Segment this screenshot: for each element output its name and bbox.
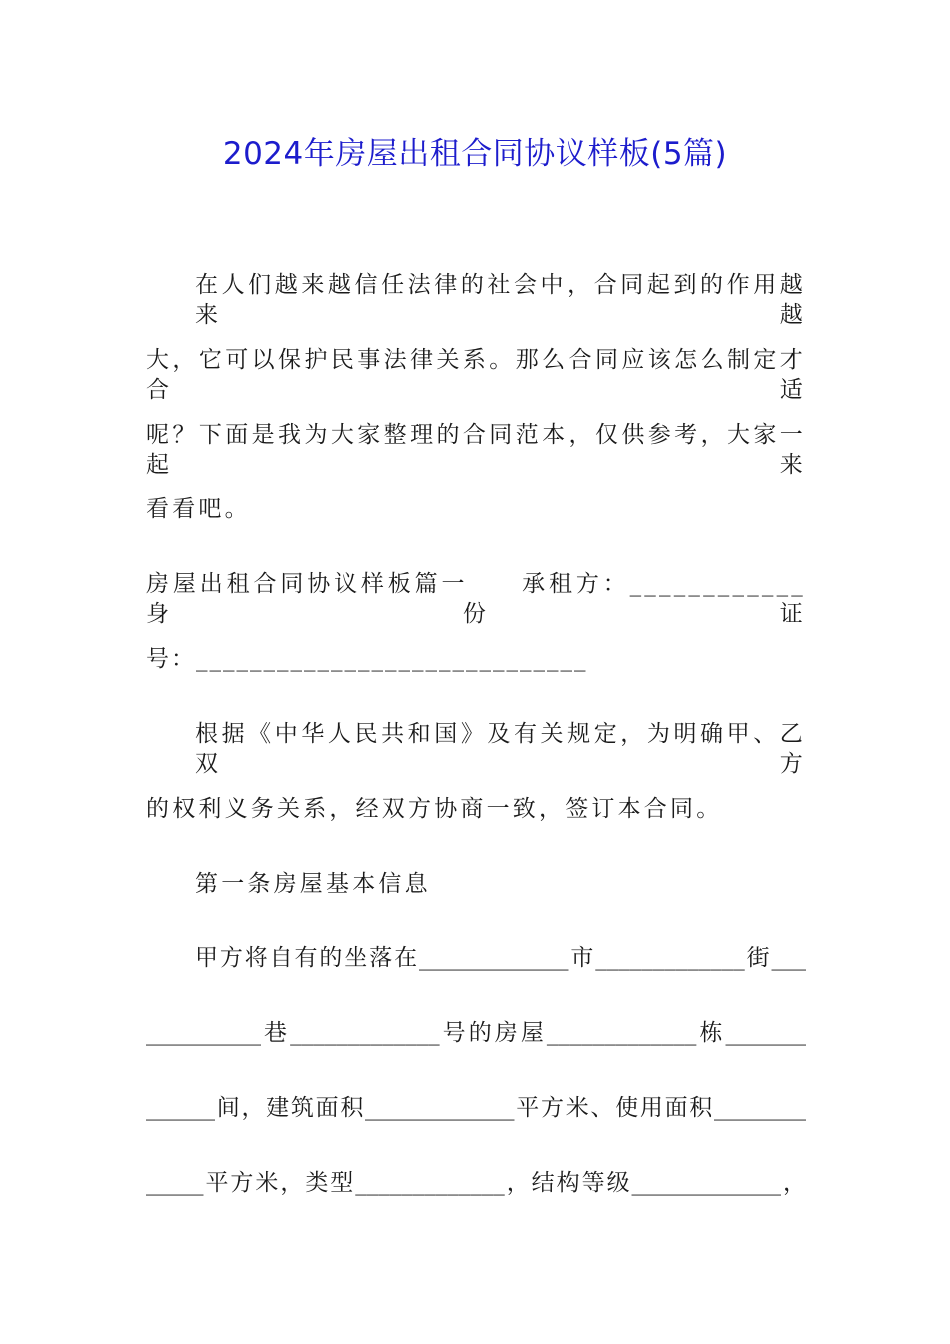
paragraph-line: 在人们越来越信任法律的社会中，合同起到的作用越来越 [195,272,806,328]
id-number-line: 号：_____________________________ [146,646,588,672]
paragraph-line: 看看吧。 [146,496,251,522]
section-heading-line: 房屋出租合同协议样板篇一 承租方：____________身份证 [146,571,806,627]
paragraph-line: 根据《中华人民共和国》及有关规定，为明确甲、乙双方 [195,721,806,777]
form-line: _____平方米，类型_____________，结构等级_____________， [146,1170,806,1196]
form-line: __________巷_____________号的房屋_____________栋_______ [146,1020,806,1046]
paragraph-line: 大，它可以保护民事法律关系。那么合同应该怎么制定才合适 [146,347,806,403]
article-heading: 第一条房屋基本信息 [195,871,431,897]
paragraph-line: 的权利义务关系，经双方协商一致，签订本合同。 [146,796,723,822]
form-line: ______间，建筑面积_____________平方米、使用面积________ [146,1095,806,1121]
document-title: 2024年房屋出租合同协议样板(5篇) [222,136,728,172]
form-line: 甲方将自有的坐落在_____________市_____________街___ [195,945,806,971]
paragraph-line: 呢？下面是我为大家整理的合同范本，仅供参考，大家一起来 [146,422,806,478]
